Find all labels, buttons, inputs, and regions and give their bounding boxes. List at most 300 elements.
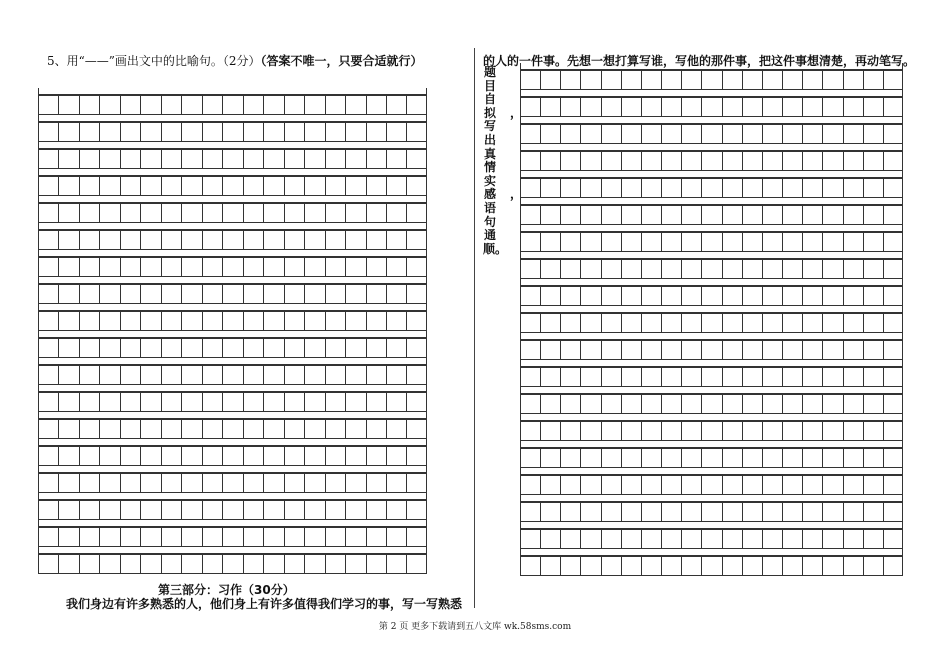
grid-cell: [884, 557, 904, 575]
grid-cell: [823, 314, 843, 332]
grid-cell: [642, 557, 662, 575]
grid-cell: [743, 71, 763, 89]
grid-cell: [80, 285, 100, 303]
grid-cell: [326, 123, 346, 141]
grid-row: [520, 124, 903, 144]
grid-cell: [223, 150, 243, 168]
grid-cell: [823, 476, 843, 494]
grid-cell: [346, 258, 366, 276]
grid-cell: [121, 501, 141, 519]
grid-spacer: [38, 88, 427, 95]
grid-cell: [581, 368, 601, 386]
grid-cell: [121, 285, 141, 303]
grid-cell: [59, 474, 79, 492]
grid-cell: [264, 231, 284, 249]
grid-cell: [100, 447, 120, 465]
grid-cell: [182, 528, 202, 546]
grid-cell: [39, 474, 59, 492]
part-3-title: 第三部分：习作（30分）: [158, 583, 295, 597]
grid-cell: [59, 204, 79, 222]
grid-cell: [783, 179, 803, 197]
grid-cell: [346, 555, 366, 573]
grid-cell: [387, 285, 407, 303]
grid-cell: [602, 125, 622, 143]
grid-cell: [244, 258, 264, 276]
grid-cell: [326, 204, 346, 222]
grid-cell: [407, 231, 427, 249]
grid-cell: [346, 474, 366, 492]
grid-cell: [141, 528, 161, 546]
grid-cell: [100, 366, 120, 384]
grid-cell: [244, 285, 264, 303]
grid-cell: [723, 557, 743, 575]
grid-cell: [346, 312, 366, 330]
grid-cell: [182, 420, 202, 438]
grid-cell: [39, 285, 59, 303]
grid-cell: [264, 393, 284, 411]
grid-cell: [763, 71, 783, 89]
grid-cell: [803, 503, 823, 521]
grid-cell: [602, 314, 622, 332]
grid-cell: [581, 503, 601, 521]
grid-cell: [602, 449, 622, 467]
grid-cell: [285, 474, 305, 492]
grid-cell: [367, 204, 387, 222]
grid-row: [520, 556, 903, 576]
grid-cell: [723, 287, 743, 305]
grid-cell: [864, 260, 884, 278]
grid-cell: [305, 555, 325, 573]
grid-cell: [162, 420, 182, 438]
grid-cell: [223, 393, 243, 411]
grid-cell: [541, 314, 561, 332]
grid-cell: [884, 341, 904, 359]
grid-cell: [561, 368, 581, 386]
grid-row: [38, 230, 427, 250]
grid-cell: [367, 555, 387, 573]
grid-spacer: [38, 547, 427, 554]
grid-cell: [783, 152, 803, 170]
grid-cell: [521, 233, 541, 251]
grid-row: [520, 286, 903, 306]
grid-cell: [642, 368, 662, 386]
grid-cell: [305, 123, 325, 141]
grid-cell: [141, 393, 161, 411]
grid-cell: [702, 179, 722, 197]
grid-cell: [682, 341, 702, 359]
grid-cell: [662, 557, 682, 575]
grid-cell: [100, 150, 120, 168]
grid-cell: [581, 530, 601, 548]
grid-cell: [823, 179, 843, 197]
grid-cell: [602, 233, 622, 251]
grid-spacer: [38, 493, 427, 500]
grid-cell: [203, 204, 223, 222]
grid-spacer: [520, 252, 903, 259]
grid-cell: [521, 287, 541, 305]
grid-cell: [244, 528, 264, 546]
grid-row: [520, 151, 903, 171]
grid-cell: [884, 530, 904, 548]
vertical-char: 出: [483, 132, 496, 147]
grid-cell: [622, 395, 642, 413]
grid-cell: [367, 339, 387, 357]
grid-cell: [285, 312, 305, 330]
grid-cell: [884, 71, 904, 89]
grid-cell: [803, 530, 823, 548]
grid-cell: [223, 312, 243, 330]
grid-cell: [743, 260, 763, 278]
grid-cell: [783, 125, 803, 143]
grid-cell: [223, 123, 243, 141]
grid-cell: [622, 179, 642, 197]
grid-cell: [541, 287, 561, 305]
grid-cell: [743, 422, 763, 440]
grid-cell: [561, 557, 581, 575]
grid-cell: [305, 501, 325, 519]
grid-cell: [743, 314, 763, 332]
grid-cell: [864, 152, 884, 170]
grid-row: [38, 203, 427, 223]
grid-cell: [844, 368, 864, 386]
grid-cell: [743, 341, 763, 359]
grid-cell: [223, 339, 243, 357]
grid-spacer: [520, 360, 903, 367]
grid-cell: [182, 339, 202, 357]
grid-cell: [326, 447, 346, 465]
grid-cell: [407, 339, 427, 357]
grid-cell: [561, 98, 581, 116]
grid-cell: [642, 476, 662, 494]
grid-cell: [141, 150, 161, 168]
grid-cell: [346, 231, 366, 249]
grid-cell: [723, 503, 743, 521]
grid-cell: [743, 368, 763, 386]
grid-cell: [803, 341, 823, 359]
grid-cell: [844, 422, 864, 440]
grid-cell: [823, 125, 843, 143]
grid-cell: [602, 179, 622, 197]
grid-spacer: [520, 333, 903, 340]
grid-cell: [182, 96, 202, 114]
grid-cell: [642, 125, 662, 143]
grid-cell: [367, 285, 387, 303]
grid-cell: [346, 96, 366, 114]
grid-cell: [407, 555, 427, 573]
grid-cell: [141, 555, 161, 573]
grid-cell: [864, 395, 884, 413]
grid-cell: [803, 422, 823, 440]
grid-cell: [141, 366, 161, 384]
grid-cell: [223, 501, 243, 519]
grid-cell: [602, 503, 622, 521]
vertical-char: 顺。: [483, 241, 508, 256]
grid-cell: [682, 476, 702, 494]
grid-cell: [622, 314, 642, 332]
grid-cell: [723, 260, 743, 278]
grid-cell: [763, 125, 783, 143]
grid-cell: [884, 233, 904, 251]
grid-cell: [39, 312, 59, 330]
grid-cell: [783, 503, 803, 521]
grid-cell: [244, 204, 264, 222]
grid-cell: [285, 123, 305, 141]
grid-cell: [864, 530, 884, 548]
grid-cell: [244, 501, 264, 519]
grid-cell: [642, 206, 662, 224]
grid-cell: [581, 449, 601, 467]
grid-cell: [285, 393, 305, 411]
grid-cell: [783, 530, 803, 548]
grid-cell: [702, 557, 722, 575]
grid-cell: [844, 287, 864, 305]
grid-cell: [521, 557, 541, 575]
grid-cell: [521, 503, 541, 521]
grid-cell: [80, 420, 100, 438]
grid-cell: [162, 366, 182, 384]
grid-cell: [884, 449, 904, 467]
grid-cell: [203, 258, 223, 276]
grid-cell: [407, 177, 427, 195]
grid-cell: [783, 287, 803, 305]
grid-cell: [182, 393, 202, 411]
grid-cell: [59, 150, 79, 168]
grid-cell: [305, 312, 325, 330]
grid-cell: [264, 96, 284, 114]
grid-cell: [326, 393, 346, 411]
grid-spacer: [38, 331, 427, 338]
grid-cell: [823, 152, 843, 170]
grid-cell: [121, 150, 141, 168]
grid-cell: [662, 395, 682, 413]
grid-cell: [39, 420, 59, 438]
grid-cell: [702, 71, 722, 89]
grid-row: [38, 527, 427, 547]
vertical-char: 自: [483, 92, 496, 107]
grid-cell: [763, 314, 783, 332]
grid-cell: [763, 260, 783, 278]
grid-cell: [682, 449, 702, 467]
grid-cell: [581, 206, 601, 224]
grid-cell: [59, 177, 79, 195]
grid-cell: [223, 447, 243, 465]
grid-cell: [642, 233, 662, 251]
grid-cell: [285, 150, 305, 168]
grid-cell: [622, 98, 642, 116]
grid-cell: [743, 287, 763, 305]
grid-cell: [244, 96, 264, 114]
grid-cell: [264, 555, 284, 573]
grid-cell: [743, 179, 763, 197]
grid-cell: [521, 476, 541, 494]
grid-cell: [723, 314, 743, 332]
grid-cell: [223, 177, 243, 195]
grid-cell: [326, 339, 346, 357]
grid-cell: [521, 206, 541, 224]
grid-cell: [182, 231, 202, 249]
grid-cell: [59, 393, 79, 411]
grid-cell: [407, 366, 427, 384]
grid-cell: [162, 447, 182, 465]
grid-cell: [264, 123, 284, 141]
grid-cell: [59, 555, 79, 573]
grid-cell: [642, 98, 662, 116]
grid-cell: [264, 150, 284, 168]
grid-cell: [100, 528, 120, 546]
grid-cell: [541, 530, 561, 548]
grid-cell: [844, 125, 864, 143]
grid-cell: [622, 449, 642, 467]
grid-cell: [285, 204, 305, 222]
grid-cell: [264, 312, 284, 330]
grid-cell: [203, 96, 223, 114]
grid-cell: [223, 258, 243, 276]
grid-cell: [581, 98, 601, 116]
grid-cell: [407, 312, 427, 330]
grid-cell: [367, 150, 387, 168]
grid-cell: [561, 71, 581, 89]
grid-spacer: [38, 142, 427, 149]
grid-cell: [121, 258, 141, 276]
grid-cell: [622, 287, 642, 305]
grid-cell: [346, 339, 366, 357]
grid-cell: [305, 447, 325, 465]
grid-cell: [662, 449, 682, 467]
grid-cell: [80, 312, 100, 330]
grid-cell: [121, 204, 141, 222]
grid-cell: [702, 449, 722, 467]
grid-cell: [121, 339, 141, 357]
vertical-char: 情: [483, 160, 496, 175]
grid-cell: [346, 285, 366, 303]
grid-cell: [162, 312, 182, 330]
grid-cell: [182, 177, 202, 195]
grid-cell: [141, 420, 161, 438]
grid-cell: [622, 125, 642, 143]
grid-cell: [285, 501, 305, 519]
grid-cell: [100, 339, 120, 357]
grid-cell: [141, 177, 161, 195]
grid-cell: [39, 231, 59, 249]
grid-cell: [100, 96, 120, 114]
grid-cell: [326, 420, 346, 438]
grid-cell: [763, 233, 783, 251]
grid-cell: [844, 476, 864, 494]
grid-cell: [561, 449, 581, 467]
grid-cell: [803, 233, 823, 251]
grid-cell: [346, 123, 366, 141]
grid-cell: [581, 287, 601, 305]
grid-cell: [244, 150, 264, 168]
grid-spacer: [520, 144, 903, 151]
grid-cell: [141, 231, 161, 249]
grid-cell: [182, 447, 202, 465]
grid-cell: [59, 258, 79, 276]
grid-spacer: [38, 466, 427, 473]
grid-cell: [743, 206, 763, 224]
grid-cell: [407, 123, 427, 141]
grid-cell: [864, 287, 884, 305]
grid-cell: [223, 231, 243, 249]
grid-cell: [80, 177, 100, 195]
question-5-hint: （答案不唯一，只要合适就行）: [260, 54, 423, 68]
grid-cell: [541, 125, 561, 143]
grid-cell: [702, 530, 722, 548]
grid-cell: [121, 528, 141, 546]
grid-cell: [182, 555, 202, 573]
grid-cell: [346, 366, 366, 384]
grid-cell: [39, 528, 59, 546]
grid-cell: [602, 260, 622, 278]
grid-spacer: [520, 522, 903, 529]
grid-cell: [642, 503, 662, 521]
grid-cell: [244, 447, 264, 465]
grid-cell: [59, 420, 79, 438]
grid-cell: [884, 422, 904, 440]
grid-cell: [823, 422, 843, 440]
grid-cell: [80, 474, 100, 492]
grid-cell: [305, 204, 325, 222]
grid-cell: [662, 287, 682, 305]
grid-cell: [39, 258, 59, 276]
grid-spacer: [520, 171, 903, 178]
grid-cell: [884, 152, 904, 170]
grid-cell: [702, 368, 722, 386]
grid-cell: [682, 260, 702, 278]
grid-cell: [285, 528, 305, 546]
grid-cell: [305, 528, 325, 546]
grid-cell: [367, 231, 387, 249]
grid-cell: [367, 366, 387, 384]
grid-cell: [763, 395, 783, 413]
grid-cell: [662, 476, 682, 494]
grid-row: [38, 257, 427, 277]
grid-cell: [602, 395, 622, 413]
grid-cell: [80, 231, 100, 249]
grid-cell: [285, 366, 305, 384]
grid-cell: [682, 368, 702, 386]
grid-cell: [264, 528, 284, 546]
grid-cell: [521, 125, 541, 143]
grid-cell: [285, 420, 305, 438]
grid-cell: [162, 177, 182, 195]
grid-cell: [521, 152, 541, 170]
grid-spacer: [38, 250, 427, 257]
grid-cell: [39, 501, 59, 519]
grid-cell: [723, 395, 743, 413]
grid-cell: [622, 530, 642, 548]
grid-cell: [162, 150, 182, 168]
grid-row: [520, 70, 903, 90]
grid-cell: [783, 98, 803, 116]
grid-cell: [581, 314, 601, 332]
grid-cell: [264, 285, 284, 303]
grid-cell: [407, 150, 427, 168]
grid-row: [520, 97, 903, 117]
grid-cell: [581, 152, 601, 170]
grid-spacer: [520, 225, 903, 232]
grid-cell: [823, 530, 843, 548]
grid-cell: [702, 314, 722, 332]
grid-cell: [39, 150, 59, 168]
grid-cell: [244, 555, 264, 573]
grid-cell: [182, 285, 202, 303]
grid-cell: [541, 557, 561, 575]
grid-row: [38, 365, 427, 385]
grid-cell: [622, 422, 642, 440]
vertical-char: 感: [483, 187, 496, 202]
grid-cell: [702, 260, 722, 278]
